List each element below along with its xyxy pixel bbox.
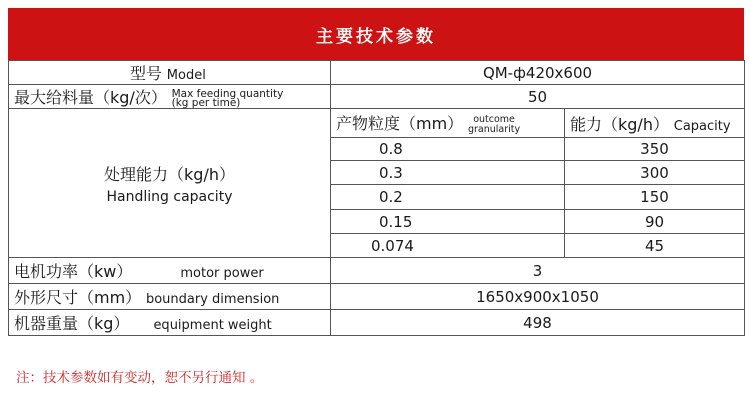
model-label: 型号 Model (9, 61, 331, 85)
spec-table (8, 60, 745, 336)
capacity-cell: 350 (565, 138, 745, 161)
table-row-weight (9, 310, 745, 336)
granularity-cell: 0.074 (331, 234, 565, 258)
capacity-cell: 150 (565, 185, 745, 210)
weight-value: 498 (331, 310, 745, 336)
granularity-cell: 0.3 (331, 161, 565, 185)
table-row-dimension (9, 284, 745, 310)
granularity-cell: 0.2 (331, 185, 565, 210)
granularity-cell: 0.15 (331, 210, 565, 234)
capacity-cell: 300 (565, 161, 745, 185)
handling-label: 处理能力（kg/h） Handling capacity (9, 109, 331, 258)
capacity-cell: 90 (565, 210, 745, 234)
power-label: 电机功率（kw） motor power (9, 258, 331, 284)
page-title: 主要技术参数 (316, 26, 436, 47)
granularity-header: 产物粒度（mm） outcome granularity (331, 109, 565, 138)
power-value: 3 (331, 258, 745, 284)
table-row-granularity-header (9, 109, 745, 138)
dimension-label: 外形尺寸（mm） boundary dimension (9, 284, 331, 310)
table-row-feed (9, 85, 745, 109)
weight-label: 机器重量（kg） equipment weight (9, 310, 331, 336)
feed-label: 最大给料量（kg/次） Max feeding quantity (kg per time) (9, 85, 331, 109)
granularity-cell: 0.8 (331, 138, 565, 161)
footer-note: 注：技术参数如有变动，恕不另行通知 。 (16, 370, 264, 386)
header-banner (8, 8, 744, 60)
capacity-cell: 45 (565, 234, 745, 258)
capacity-header: 能力（kg/h） Capacity (565, 109, 745, 138)
table-row-power (9, 258, 745, 284)
table-row-model (9, 61, 745, 85)
feed-value: 50 (331, 85, 745, 109)
model-value: QM-ф420x600 (331, 61, 745, 85)
dimension-value: 1650x900x1050 (331, 284, 745, 310)
